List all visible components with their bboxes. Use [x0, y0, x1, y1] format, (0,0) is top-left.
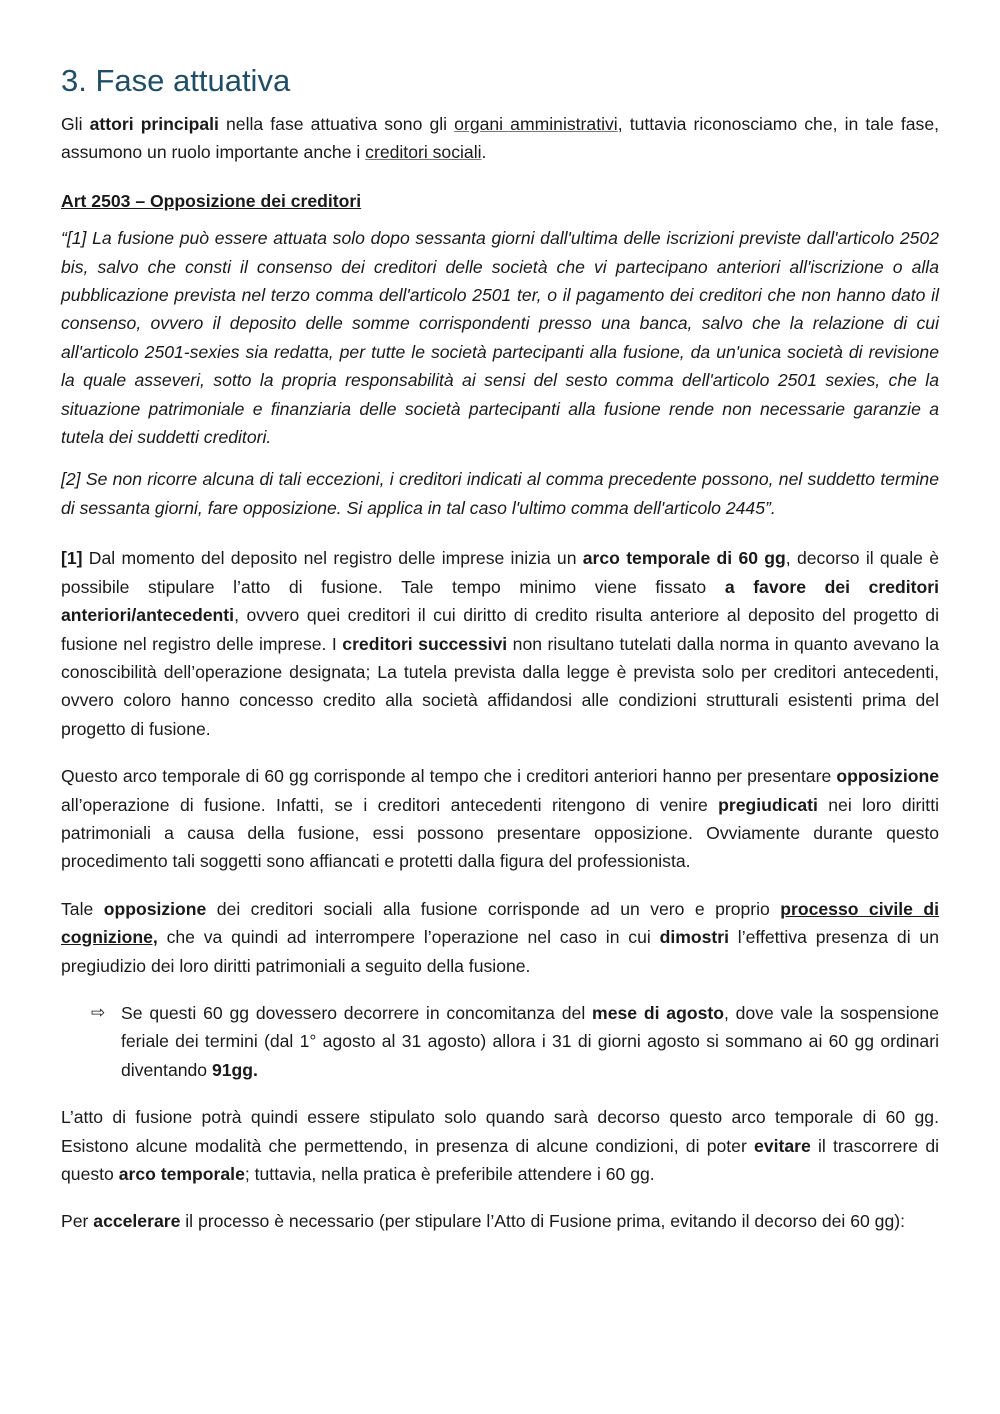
text-run: non risultano tutelati dalla norma in quanto avevano la conoscibilità dell’operazione designata; La tutela prevista dalla legge è prevista solo per creditori antecedenti, ovvero coloro hanno concesso credito alla società affidandosi alle condizioni strutturali esistenti prima del progetto di fusione. — [61, 633, 939, 739]
paragraph-opposizione — [61, 762, 939, 876]
bold-term: arco temporale — [118, 1164, 245, 1184]
text-run: Per — [61, 1211, 94, 1232]
arrow-right-icon: ⇨ — [91, 1002, 106, 1022]
text-run: Gli — [61, 114, 90, 134]
bold-underlined-term: processo civile di cognizione, — [61, 898, 939, 948]
text-run: . — [481, 142, 487, 163]
bold-term: arco temporale di 60 gg — [582, 548, 786, 569]
text-run: Tale — [61, 898, 104, 919]
bold-term: creditori successivi — [342, 633, 508, 654]
comma-reference: [1] — [61, 548, 83, 569]
bold-term: evitare — [754, 1135, 811, 1156]
paragraph-arco-temporale — [61, 544, 939, 743]
article-title: Art 2503 – Opposizione dei creditori — [61, 190, 362, 211]
underlined-term: creditori sociali — [365, 142, 482, 163]
bold-term: mese di agosto — [592, 1002, 724, 1023]
text-run: dei creditori sociali alla fusione corrisponde ad un vero e proprio — [206, 898, 781, 919]
text-run: Dal momento del deposito nel registro delle imprese inizia un — [82, 548, 583, 569]
text-run: il trascorrere di questo — [61, 1135, 940, 1184]
bold-term: opposizione — [836, 766, 939, 787]
bold-term: pregiudicati — [718, 794, 818, 815]
text-run: ; tuttavia, nella pratica è preferibile attendere i 60 gg. — [244, 1164, 655, 1184]
bold-term: 91gg. — [211, 1059, 258, 1080]
bold-term: dimostri — [659, 927, 729, 948]
text-run: , tuttavia riconosciamo che, in tale fase, assumono un ruolo importante anche i — [61, 114, 940, 163]
paragraph-accelerare — [61, 1207, 939, 1235]
bold-term: attori principali — [89, 114, 219, 134]
article-quote-comma-1: “[1] La fusione può essere attuata solo dopo sessanta giorni dall'ultima delle iscrizioni previste dall'articolo 2502 bis, salvo che consti il consenso dei creditori delle società che vi partecipano anteriori all'iscrizione o alla pubblicazione prevista nel terzo comma dell'articolo 2501 ter, o il pagamento dei creditori che non hanno dato il consenso, ovvero il deposito delle somme corrispondenti presso una banca, salvo che la relazione di cui all'articolo 2501-sexies sia redatta, per tutte le società partecipanti alla fusione, da un'unica società di revisione la quale asseveri, sotto la propria responsabilità ai sensi del sesto comma dell'articolo 2501 sexies, che la situazione patrimoniale e finanziaria delle società partecipanti alla fusione rende non necessarie garanzie a tutela dei suddetti creditori. — [61, 228, 939, 448]
text-run: il processo è necessario (per stipulare l’Atto di Fusione prima, evitando il decorso dei 60 gg): — [180, 1211, 906, 1232]
underlined-term: organi amministrativi — [454, 114, 618, 134]
paragraph-stipula — [61, 1103, 939, 1188]
section-heading: 3. Fase attuativa — [61, 63, 291, 98]
bold-term: a favore dei creditori anteriori/antecedenti — [61, 576, 939, 626]
text-run: nei loro diritti patrimoniali a causa della fusione, essi possono presentare opposizione. Ovviamente durante questo procedimento tali soggetti sono affiancati e protetti dalla figura del professionista. — [61, 794, 939, 872]
text-run: L’atto di fusione potrà quindi essere stipulato solo quando sarà decorso questo arco temporale di 60 gg. Esistono alcune modalità che permettendo, in presenza di alcune condizioni, di poter — [61, 1107, 939, 1156]
text-run: , dove vale la sospensione feriale dei termini (dal 1° agosto al 31 agosto) allora i 31 di giorni agosto si sommano ai 60 gg ordinari diventando — [121, 1002, 939, 1080]
text-run: , ovvero quei creditori il cui diritto di credito risulta anteriore al deposito del progetto di fusione nel registro delle imprese. I — [61, 605, 939, 654]
article-quote-comma-2: [2] Se non ricorre alcuna di tali eccezioni, i creditori indicati al comma precedente possono, nel suddetto termine di sessanta giorni, fare opposizione. Si applica in tal caso l'ultimo comma dell'articolo 2445”. — [61, 469, 939, 518]
text-run: Se questi 60 gg dovessero decorrere in concomitanza del — [121, 1002, 593, 1023]
text-run: l’effettiva presenza di un pregiudizio dei loro diritti patrimoniali a seguito della fusione. — [61, 927, 939, 976]
bold-term: accelerare — [93, 1211, 181, 1232]
intro-paragraph — [61, 110, 939, 167]
text-run: Questo arco temporale di 60 gg corrisponde al tempo che i creditori anteriori hanno per presentare — [61, 766, 837, 787]
text-run: , decorso il quale è possibile stipulare l’atto di fusione. Tale tempo minimo viene fissato — [61, 548, 939, 597]
paragraph-processo-civile — [61, 895, 939, 980]
arrow-list-item — [61, 999, 939, 1084]
text-run: che va quindi ad interrompere l’operazione nel caso in cui — [157, 927, 660, 948]
text-run: nella fase attuativa sono gli — [218, 114, 455, 134]
bold-term: opposizione — [103, 898, 207, 919]
text-run: all’operazione di fusione. Infatti, se i creditori antecedenti ritengono di venire — [61, 794, 719, 815]
